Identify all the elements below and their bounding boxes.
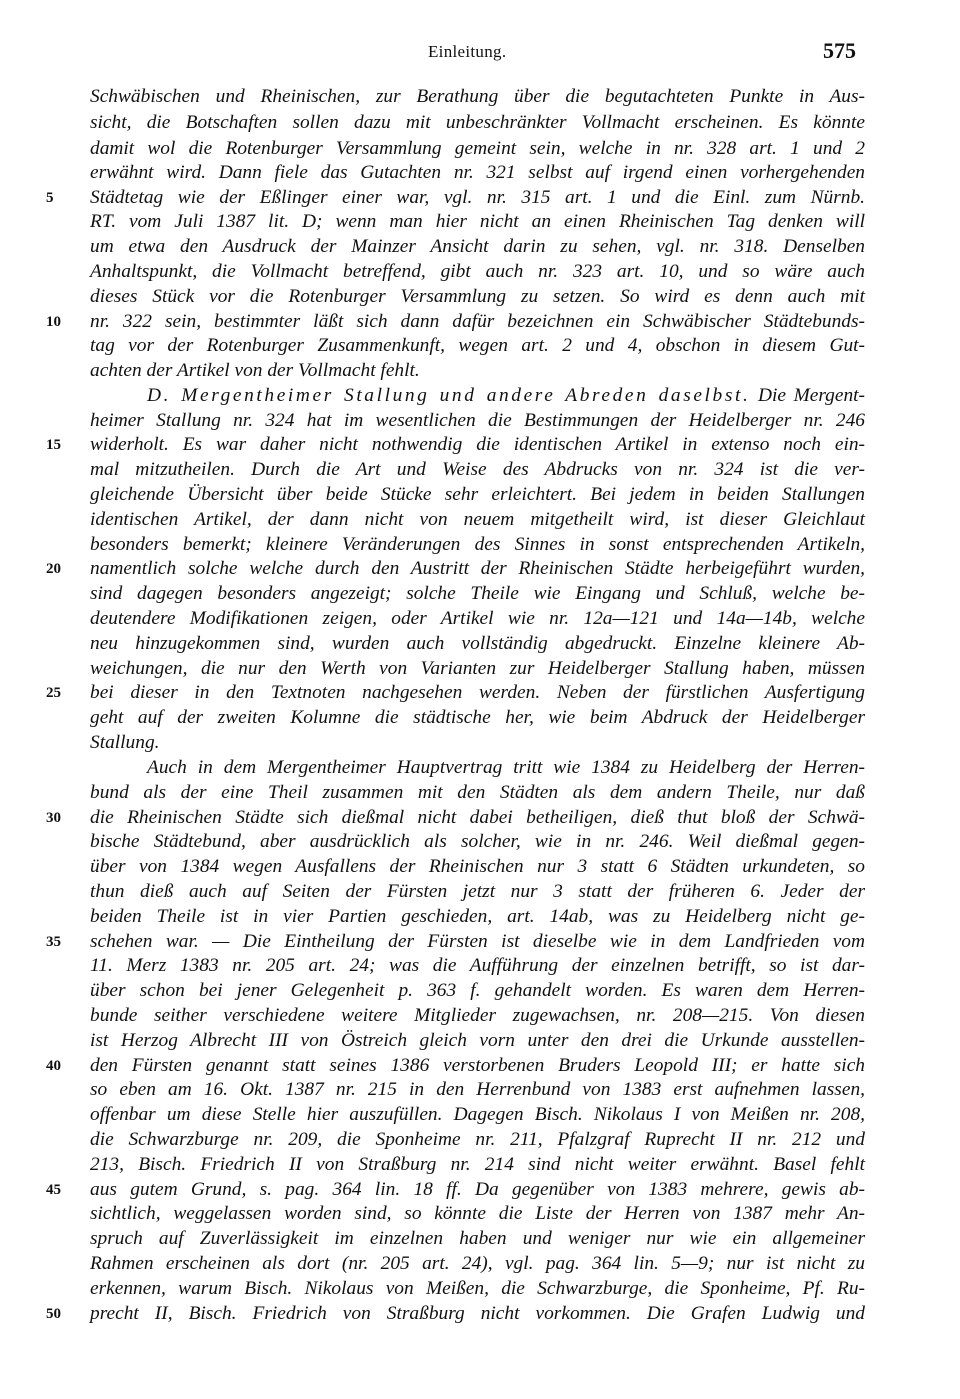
text-line: tag vor der Rotenburger Zusammenkunft, wegen art. 2 und 4, obschon in diesem Gut- [90, 335, 865, 356]
text-line: die Schwarzburge nr. 209, die Sponheime nr. 211, Pfalzgraf Ruprecht II nr. 212 und [90, 1129, 865, 1150]
section-heading-rest: Die Mergent- [750, 385, 866, 406]
section-heading-line [147, 383, 865, 409]
text-line: bunde seither verschiedene weitere Mitglieder zugewachsen, nr. 208—215. Von diesen [90, 1005, 865, 1026]
text-line: Schwäbischen und Rheinischen, zur Berathung über die begutachteten Punkte in Aus- [90, 86, 865, 107]
text-line: weichungen, die nur den Werth von Varianten zur Heidelberger Stallung haben, müssen [90, 658, 865, 679]
text-line: Auch in dem Mergentheimer Hauptvertrag tritt wie 1384 zu Heidelberg der Herren- [147, 757, 865, 778]
text-line: bische Städtebund, aber ausdrücklich als solcher, wie in nr. 246. Weil dießmal gegen- [90, 831, 865, 852]
text-line: den Fürsten genannt statt seines 1386 verstorbenen Bruders Leopold III; er hatte sich [90, 1055, 865, 1076]
text-line: besonders bemerkt; kleinere Veränderungen des Sinnes in sonst entsprechenden Artikeln, [90, 534, 865, 555]
text-line: deutendere Modifikationen zeigen, oder Artikel wie nr. 12a—121 und 14a—14b, welche [90, 608, 865, 629]
text-line: 11. Merz 1383 nr. 205 art. 24; was die Aufführung der einzelnen betrifft, so ist dar- [90, 955, 865, 976]
text-line: mal mitzutheilen. Durch die Art und Weise des Abdrucks von nr. 324 ist die ver- [90, 459, 865, 480]
text-line: bund als der eine Theil zusammen mit den Städten als dem andern Theile, nur daß [90, 782, 865, 803]
margin-line-number: 35 [46, 934, 61, 950]
text-line: widerholt. Es war daher nicht nothwendig die identischen Artikel in extenso noch ein- [90, 434, 865, 455]
text-line [90, 1325, 865, 1351]
text-line: thun dieß auch auf Seiten der Fürsten jetzt nur 3 statt der früheren 6. Jeder der [90, 881, 865, 902]
text-line: nr. 322 sein, bestimmter läßt sich dann dafür bezeichnen ein Schwäbischer Städtebunds- [90, 311, 865, 332]
text-line: ist Herzog Albrecht III von Östreich gleich vorn unter den drei die Urkunde ausstellen- [90, 1030, 865, 1051]
text-line: aus gutem Grund, s. pag. 364 lin. 18 ff. Da gegenüber von 1383 mehrere, gewis ab- [90, 1179, 865, 1200]
text-line: sichtlich, weggelassen worden sind, so könnte die Liste der Herren von 1387 mehr An- [90, 1203, 865, 1224]
page-number: 575 [823, 38, 856, 63]
margin-line-number: 5 [46, 190, 54, 206]
running-head [0, 38, 960, 68]
margin-line-number: 40 [46, 1058, 61, 1074]
text-line: heimer Stallung nr. 324 hat im wesentlichen die Bestimmungen der Heidelberger nr. 246 [90, 410, 865, 431]
text-line: geht auf der zweiten Kolumne die städtische her, wie beim Abdruck der Heidelberger [90, 707, 865, 728]
text-line: identischen Artikel, der dann nicht von neuem mitgetheilt wird, ist dieser Gleichlaut [90, 509, 865, 530]
text-line: Anhaltspunkt, die Vollmacht betreffend, gibt auch nr. 323 art. 10, und so wäre auch [90, 261, 865, 282]
text-line: damit wol die Rotenburger Versammlung gemeint sein, welche in nr. 328 art. 1 und 2 [90, 138, 865, 159]
margin-line-number: 15 [46, 437, 61, 453]
text-line: Rahmen erscheinen als dort (nr. 205 art. 24), vgl. pag. 364 lin. 5—9; nur ist nicht zu [90, 1253, 865, 1274]
text-line: neu hinzugekommen sind, wurden auch vollständig abgedruckt. Einzelne kleinere Ab- [90, 633, 865, 654]
margin-line-number: 25 [46, 685, 61, 701]
margin-line-number: 20 [46, 561, 61, 577]
text-line: namentlich solche welche durch den Austritt der Rheinischen Städte herbeigeführt wurden, [90, 558, 865, 579]
text-line: erkennen, warum Bisch. Nikolaus von Meißen, die Schwarzburge, die Sponheime, Pf. Ru- [90, 1278, 865, 1299]
text-line: Stallung. [90, 732, 160, 753]
margin-line-number: 45 [46, 1182, 61, 1198]
margin-line-number: 30 [46, 810, 61, 826]
text-line: um etwa den Ausdruck der Mainzer Ansicht darin zu sehen, vgl. nr. 318. Denselben [90, 236, 865, 257]
text-line: achten der Artikel von der Vollmacht fehlt. [90, 360, 420, 381]
margin-line-number: 50 [46, 1306, 61, 1322]
text-line: spruch auf Zuverlässigkeit im einzelnen haben und weniger nur wie ein allgemeiner [90, 1228, 865, 1249]
text-line: erwähnt wird. Dann fiele das Gutachten nr. 321 selbst auf irgend einen vorhergehenden [90, 162, 865, 183]
text-line: die Rheinischen Städte sich dießmal nicht dabei betheiligen, dieß thut bloß der Schwä- [90, 807, 865, 828]
text-line: über schon bei jener Gelegenheit p. 363 f. gehandelt worden. Es waren dem Herren- [90, 980, 865, 1001]
text-line: RT. vom Juli 1387 lit. D; wenn man hier nicht an einen Rheinischen Tag denken will [90, 211, 865, 232]
section-heading: D. Mergentheimer Stallung und andere Abreden daselbst. [147, 385, 751, 406]
margin-line-number: 10 [46, 314, 61, 330]
text-line: precht II, Bisch. Friedrich von Straßburg nicht vorkommen. Die Grafen Ludwig und [90, 1303, 865, 1324]
text-line: gleichende Übersicht über beide Stücke sehr erleichtert. Bei jedem in beiden Stallungen [90, 484, 865, 505]
text-line: sicht, die Botschaften sollen dazu mit unbeschränkter Vollmacht erscheinen. Es könnte [90, 112, 865, 133]
running-title: Einleitung. [428, 42, 507, 61]
text-line: sind dagegen besonders angezeigt; solche Theile wie Eingang und Schluß, welche be- [90, 583, 865, 604]
text-line: über von 1384 wegen Ausfallens der Rheinischen nur 3 statt 6 Städten urkundeten, so [90, 856, 865, 877]
text-line: dieses Stück vor die Rotenburger Versammlung zu setzen. So wird es denn auch mit [90, 286, 865, 307]
text-line: 213, Bisch. Friedrich II von Straßburg nr. 214 sind nicht weiter erwähnt. Basel fehlt [90, 1154, 865, 1175]
text-line: bei dieser in den Textnoten nachgesehen werden. Neben der fürstlichen Ausfertigung [90, 682, 865, 703]
text-line: beiden Theile ist in vier Partien geschieden, art. 14ab, was zu Heidelberg nicht ge- [90, 906, 865, 927]
text-line: offenbar um diese Stelle hier auszufüllen. Dagegen Bisch. Nikolaus I von Meißen nr. 208, [90, 1104, 865, 1125]
text-line: Städtetag wie der Eßlinger einer war, vgl. nr. 315 art. 1 und die Einl. zum Nürnb. [90, 187, 865, 208]
text-line: so eben am 16. Okt. 1387 nr. 215 in den Herrenbund von 1383 erst aufnehmen lassen, [90, 1079, 865, 1100]
text-line: schehen war. — Die Eintheilung der Fürsten ist dieselbe wie in dem Landfrieden vom [90, 931, 865, 952]
